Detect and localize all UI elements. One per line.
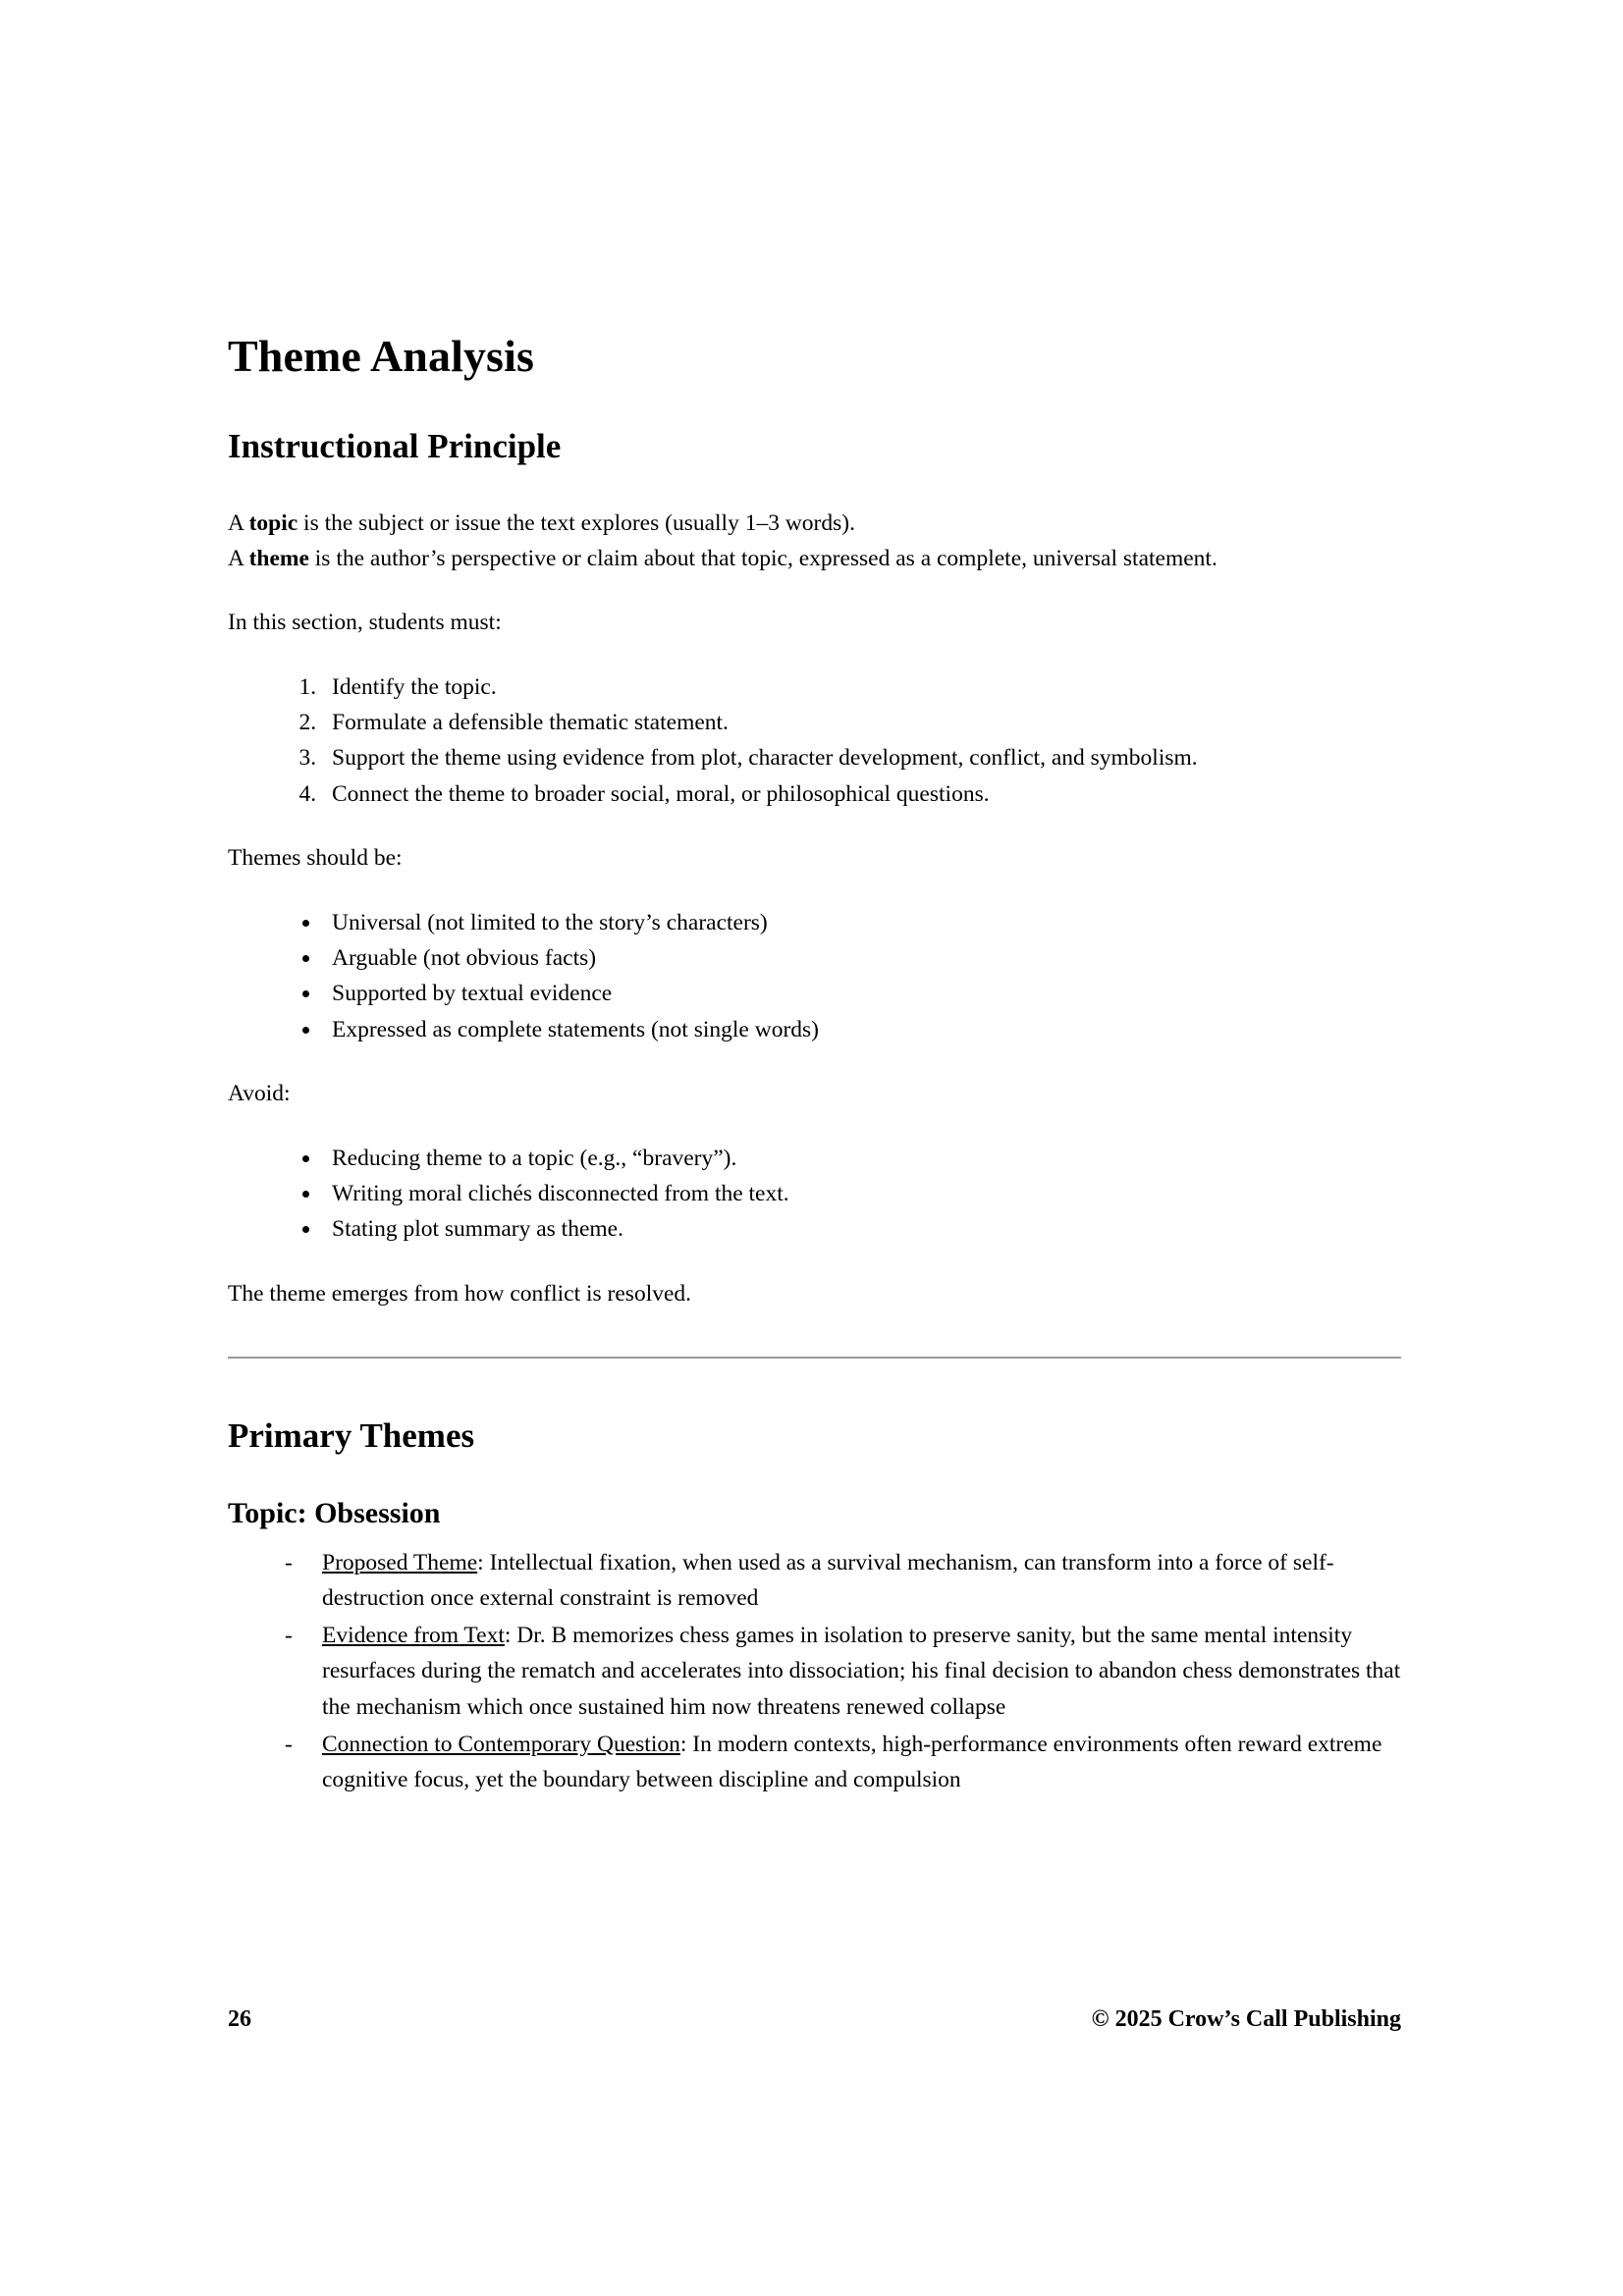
entry-label: Connection to Contemporary Question <box>322 1731 680 1757</box>
list-item: • Reducing theme to a topic (e.g., “bravery”). <box>322 1141 1401 1176</box>
definition-topic-term: topic <box>248 510 298 537</box>
definition-topic-prefix: A <box>228 510 249 537</box>
definition-topic <box>228 507 1401 541</box>
list-item <box>228 1545 1401 1616</box>
entry-label: Evidence from Text <box>322 1623 505 1649</box>
section-divider <box>228 1357 1401 1359</box>
list-item: 1. Identify the topic. <box>322 669 1401 705</box>
list-item: • Supported by textual evidence <box>322 976 1401 1011</box>
avoid-list <box>228 1141 1401 1248</box>
primary-themes-entry-list <box>228 1545 1401 1797</box>
page-footer <box>228 2006 1401 2033</box>
definition-theme-rest: is the author’s perspective or claim about that topic, expressed as a complete, universal statement. <box>308 545 1217 571</box>
definitions-block <box>228 507 1401 576</box>
list-item: • Writing moral clichés disconnected from the text. <box>322 1176 1401 1211</box>
sub-heading-topic-obsession: Topic: Obsession <box>228 1496 441 1529</box>
avoid-intro: Avoid: <box>228 1080 291 1106</box>
themes-should-list <box>228 905 1401 1047</box>
definition-theme-prefix: A <box>228 545 249 571</box>
themes-should-intro: Themes should be: <box>228 844 403 871</box>
list-item <box>228 1618 1401 1725</box>
document-content <box>228 330 1401 1799</box>
list-item: • Arguable (not obvious facts) <box>322 940 1401 976</box>
definition-theme-term: theme <box>248 545 309 571</box>
list-item: 3. Support the theme using evidence from plot, character development, conflict, and symbolism. <box>322 740 1401 775</box>
definition-topic-rest: is the subject or issue the text explores (usually 1–3 words). <box>298 510 855 537</box>
list-item: 4. Connect the theme to broader social, moral, or philosophical questions. <box>322 776 1401 812</box>
section-heading-instructional-principle: Instructional Principle <box>228 427 562 466</box>
list-item: 2. Formulate a defensible thematic statement. <box>322 705 1401 740</box>
list-item: • Universal (not limited to the story’s characters) <box>322 905 1401 940</box>
definition-theme <box>228 542 1401 576</box>
entry-text: Dr. B memorizes chess games in isolation to preserve sanity, but the same mental intensity resurfaces during the rematch and accelerates into dissociation; his final decision to abandon chess demonstrates that the mechanism which once sustained him now threatens renewed collapse <box>322 1623 1401 1720</box>
list-item <box>228 1727 1401 1797</box>
entry-separator: : <box>477 1549 490 1575</box>
entry-label: Proposed Theme <box>322 1549 478 1575</box>
page-number: 26 <box>228 2006 251 2032</box>
section-heading-primary-themes: Primary Themes <box>228 1415 475 1455</box>
list-item: • Stating plot summary as theme. <box>322 1211 1401 1247</box>
entry-separator: : <box>679 1731 693 1757</box>
page-title: Theme Analysis <box>228 331 534 381</box>
entry-text: Intellectual fixation, when used as a survival mechanism, can transform into a force of self-destruction once external constraint is removed <box>322 1549 1334 1612</box>
students-must-list <box>228 669 1401 812</box>
list-item: • Expressed as complete statements (not single words) <box>322 1012 1401 1047</box>
copyright-notice: © 2025 Crow’s Call Publishing <box>1091 2006 1401 2032</box>
closing-note: The theme emerges from how conflict is resolved. <box>228 1280 692 1307</box>
entry-text: In modern contexts, high-performance environments often reward extreme cognitive focus, yet the boundary between discipline and compulsion <box>322 1731 1382 1792</box>
students-must-intro: In this section, students must: <box>228 609 502 635</box>
entry-separator: : <box>504 1623 517 1649</box>
